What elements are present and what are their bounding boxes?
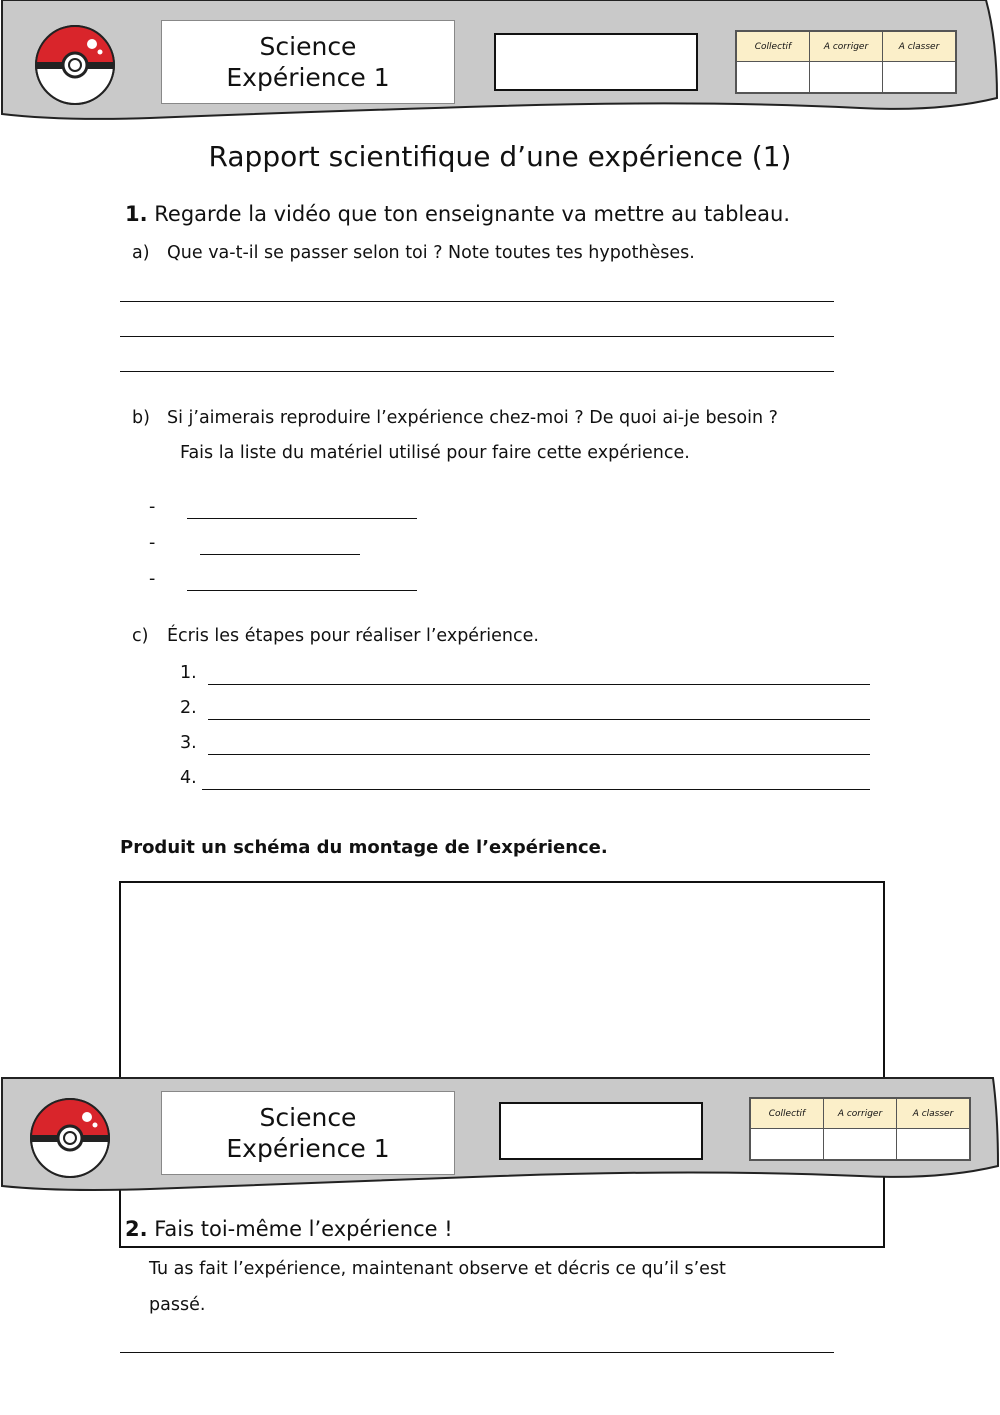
name-field[interactable] — [494, 33, 698, 91]
section1-number: 1. — [125, 202, 148, 226]
question-a-label: a) — [132, 243, 150, 263]
material-line[interactable] — [200, 554, 360, 555]
section2-heading — [125, 1217, 453, 1241]
material-line[interactable] — [187, 590, 417, 591]
question-a-text: Que va-t-il se passer selon toi ? Note toutes tes hypothèses. — [167, 243, 695, 263]
step-number: 2. — [180, 698, 197, 718]
name-field[interactable] — [499, 1102, 703, 1160]
question-b-text: Si j’aimerais reproduire l’expérience chez-moi ? De quoi ai-je besoin ? — [167, 408, 778, 428]
step-line[interactable] — [202, 789, 870, 790]
status-cell-a-classer[interactable] — [897, 1129, 971, 1161]
section1-heading-text: Regarde la vidéo que ton enseignante va mettre au tableau. — [154, 202, 791, 226]
answer-line[interactable] — [120, 1352, 834, 1353]
header-subject: Science — [259, 32, 357, 61]
status-cell-a-corriger[interactable] — [810, 62, 883, 94]
answer-line[interactable] — [120, 371, 834, 372]
status-cell-a-corriger[interactable] — [824, 1129, 897, 1161]
section2-number: 2. — [125, 1217, 148, 1241]
answer-line[interactable] — [120, 301, 834, 302]
status-cell-collectif[interactable] — [736, 62, 810, 94]
pokeball-icon — [29, 1097, 111, 1179]
status-col-a-classer: A classer — [897, 1098, 971, 1129]
section2-text2: passé. — [149, 1295, 206, 1315]
status-col-collectif: Collectif — [750, 1098, 824, 1129]
header-experiment: Expérience 1 — [226, 1134, 390, 1163]
header-title-box — [161, 20, 455, 104]
section1-heading — [125, 202, 790, 226]
pokeball-icon — [34, 24, 116, 106]
header-subject: Science — [259, 1103, 357, 1132]
answer-line[interactable] — [120, 336, 834, 337]
section2-heading-text: Fais toi-même l’expérience ! — [154, 1217, 453, 1241]
step-line[interactable] — [208, 754, 870, 755]
section2-text: Tu as fait l’expérience, maintenant observe et décris ce qu’il s’est — [149, 1259, 726, 1279]
status-cell-collectif[interactable] — [750, 1129, 824, 1161]
status-col-a-corriger: A corriger — [810, 31, 883, 62]
status-cell-a-classer[interactable] — [883, 62, 957, 94]
step-line[interactable] — [208, 719, 870, 720]
status-col-a-corriger: A corriger — [824, 1098, 897, 1129]
question-c-text: Écris les étapes pour réaliser l’expérience. — [167, 626, 539, 646]
status-grid — [735, 30, 957, 94]
material-line[interactable] — [187, 518, 417, 519]
status-col-a-classer: A classer — [883, 31, 957, 62]
question-b-text2: Fais la liste du matériel utilisé pour faire cette expérience. — [180, 443, 690, 463]
bullet-dash: - — [149, 497, 156, 517]
header-title-box — [161, 1091, 455, 1175]
question-c-label: c) — [132, 626, 149, 646]
bullet-dash: - — [149, 533, 156, 553]
header-experiment: Expérience 1 — [226, 63, 390, 92]
bullet-dash: - — [149, 569, 156, 589]
step-number: 4. — [180, 768, 197, 788]
schema-heading: Produit un schéma du montage de l’expérience. — [120, 837, 608, 858]
step-line[interactable] — [208, 684, 870, 685]
question-b-label: b) — [132, 408, 150, 428]
step-number: 3. — [180, 733, 197, 753]
step-number: 1. — [180, 663, 197, 683]
page-title: Rapport scientifique d’une expérience (1) — [208, 140, 792, 173]
status-col-collectif: Collectif — [736, 31, 810, 62]
status-grid — [749, 1097, 971, 1161]
